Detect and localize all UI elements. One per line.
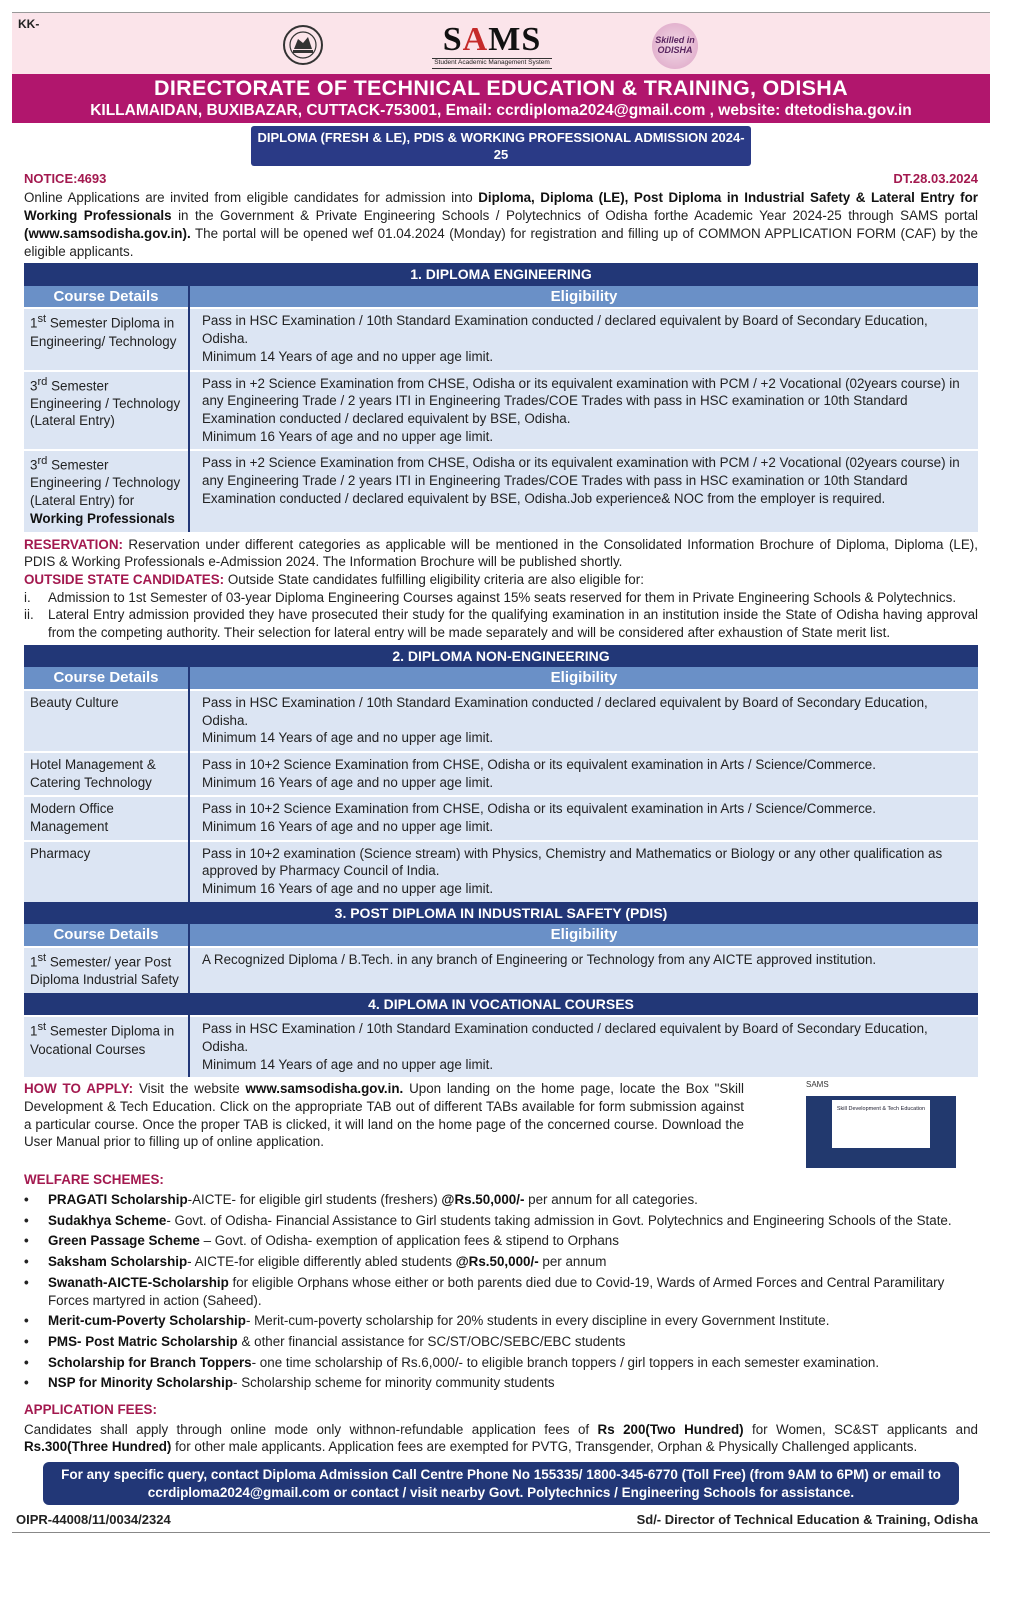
reservation-paragraph: RESERVATION: Reservation under different categories as applicable will be mentioned in the Consolidated Information Brochure of Diploma, Diploma (LE), PDIS & Working Professionals e-Admission 2024. The Information Brochure will be published shortly. — [24, 536, 978, 570]
table-row: 1st Semester/ year Post Diploma Industrial Safety A Recognized Diploma / B.Tech. in any branch of Engineering or Technology from any AICTE approved institution. — [24, 947, 978, 993]
notice-date: DT.28.03.2024 — [893, 171, 978, 187]
thumbnail-logo: SAMS — [806, 1080, 829, 1090]
list-item: • NSP for Minority Scholarship- Scholarship scheme for minority community students — [24, 1375, 555, 1391]
signature-line: Sd/- Director of Technical Education & Training, Odisha — [636, 1512, 978, 1528]
table-row: 1st Semester Diploma in Vocational Courses Pass in HSC Examination / 10th Standard Examination conducted / declared equivalent by Board of Secondary Education, Odisha. Minimum 14 Years of age and no upper age limit. — [24, 1016, 978, 1077]
eligibility-header: Eligibility — [189, 286, 978, 309]
eligibility-header: Eligibility — [189, 924, 978, 947]
how-to-apply-text: HOW TO APPLY: Visit the website www.samsodisha.gov.in. Upon landing on the home page, locate the Box "Skill Development & Tech Education. Click on the appropriate TAB out of different TABs available for form submission against a particular course. Once the proper TAB is clicked, it will land on the home page of the concerned course. Download the User Manual prior to filling up of online application. — [24, 1081, 744, 1150]
course-details-header: Course Details — [24, 667, 189, 690]
title-bar — [12, 74, 990, 123]
list-item: • Saksham Scholarship- AICTE-for eligible differently abled students @Rs.50,000/- per annum — [24, 1254, 607, 1270]
divider — [12, 1532, 990, 1533]
directorate-title: DIRECTORATE OF TECHNICAL EDUCATION & TRAINING, ODISHA — [154, 76, 848, 100]
sams-logo: SAMS Student Academic Management System — [432, 23, 552, 69]
table-row: 3rd Semester Engineering / Technology (Lateral Entry) for Working Professionals Pass in +2 Science Examination from CHSE, Odisha or its equivalent examination with PCM / +2 Vocational (02years course) in any Engineering Trade / 2 years ITI in Engineering Trades/COE Trades with pass in HSC examination or 10th Standard Examination conducted / declared equivalent by BSE, Odisha.Job experience& NOC from the employer is required. — [24, 450, 978, 531]
section-title: 1. DIPLOMA ENGINEERING — [24, 263, 978, 285]
list-item: ii. Lateral Entry admission provided they have prosecuted their study for the qualifying examination in an institution inside the State of Odisha having approval from the competing authority. Their selection for lateral entry will be made separately and will be considered after exhaustion of State merit list. — [24, 607, 978, 640]
header-band — [12, 12, 990, 74]
admission-banner: DIPLOMA (FRESH & LE), PDIS & WORKING PROFESSIONAL ADMISSION 2024-25 — [251, 126, 751, 166]
list-item: • Green Passage Scheme – Govt. of Odisha- exemption of application fees & stipend to Orphans — [24, 1233, 619, 1249]
list-item: • Swanath-AICTE-Scholarship for eligible Orphans whose either or both parents died due to Covid-19, Wards of Armed Forces and Central Paramilitary Forces martyred in action (Saheed). — [24, 1274, 945, 1308]
odisha-emblem-icon — [282, 23, 324, 67]
course-details-header: Course Details — [24, 924, 189, 947]
notice-page — [12, 12, 990, 1533]
footer — [12, 1505, 990, 1528]
table-row: 1st Semester Diploma in Engineering/ Technology Pass in HSC Examination / 10th Standard Examination conducted / declared equivalent by Board of Secondary Education, Odisha. Minimum 14 Years of age and no upper age limit. — [24, 308, 978, 370]
section-title: 2. DIPLOMA NON-ENGINEERING — [24, 645, 978, 667]
list-item: • PMS- Post Matric Scholarship & other financial assistance for SC/ST/OBC/SEBC/EBC students — [24, 1333, 626, 1349]
diploma-non-engineering-table — [24, 645, 978, 1078]
list-item: • Scholarship for Branch Toppers- one time scholarship of Rs.6,000/- to eligible branch toppers / girl toppers in each semester examination. — [24, 1354, 880, 1370]
welfare-list — [12, 1191, 990, 1392]
sams-portal-thumbnail — [806, 1080, 956, 1168]
fees-heading: APPLICATION FEES: — [24, 1401, 157, 1417]
thumbnail-card: Skill Development & Tech Education — [832, 1100, 930, 1148]
skilled-in-odisha-logo: Skilled in ODISHA — [652, 23, 698, 69]
list-item: • Sudakhya Scheme- Govt. of Odisha- Financial Assistance to Girl students taking admission in Govt. Polytechnics and Engineering Schools of the State. — [24, 1212, 952, 1228]
sams-subtitle: Student Academic Management System — [432, 58, 552, 69]
intro-paragraph: Online Applications are invited from eligible candidates for admission into Diploma, Diploma (LE), Post Diploma in Industrial Safety & Lateral Entry for Working Professionals in the Government & Private Engineering Schools / Polytechnics of Odisha forthe Academic Year 2024-25 through SAMS portal (www.samsodisha.gov.in). The portal will be opened wef 01.04.2024 (Monday) for registration and filling up of COMMON APPLICATION FORM (CAF) by the eligible applicants. — [24, 190, 978, 259]
diploma-engineering-table — [24, 263, 978, 531]
table-row: Pharmacy Pass in 10+2 examination (Science stream) with Physics, Chemistry and Mathematics or Biology or any other qualification as approved by Pharmacy Council of India. Minimum 16 Years of age and no upper age limit. — [24, 841, 978, 902]
list-item: i. Admission to 1st Semester of 03-year Diploma Engineering Courses against 15% seats reserved for them in Private Engineering Schools & Polytechnics. — [24, 589, 957, 605]
fees-paragraph: Candidates shall apply through online mode only withnon-refundable application fees of Rs 200(Two Hundred) for Women, SC&ST applicants and Rs.300(Three Hundred) for other male applicants. Application fees are exempted for PVTG, Transgender, Orphan & Physically Challenged applicants. — [24, 1421, 978, 1455]
outside-state-paragraph: OUTSIDE STATE CANDIDATES: Outside State candidates fulfilling eligibility criteria are also eligible for: — [24, 571, 644, 587]
table-row: 3rd Semester Engineering / Technology (Lateral Entry) Pass in +2 Science Examination from CHSE, Odisha or its equivalent examination with PCM / +2 Vocational (02years course) in any Engineering Trade / 2 years ITI in Engineering Trades/COE Trades with pass in HSC examination or 10th Standard Examination conducted / declared equivalent by BSE, Odisha. Minimum 16 Years of age and no upper age limit. — [24, 371, 978, 451]
table-row: Beauty Culture Pass in HSC Examination / 10th Standard Examination conducted / declared equivalent by Board of Secondary Education, Odisha. Minimum 14 Years of age and no upper age limit. — [24, 690, 978, 752]
list-item: • Merit-cum-Poverty Scholarship- Merit-cum-poverty scholarship for 20% students in every discipline in every Government Institute. — [24, 1313, 830, 1329]
how-to-apply-section — [12, 1077, 990, 1168]
oipr-number: OIPR-44008/11/0034/2324 — [16, 1512, 171, 1528]
section-title: 3. POST DIPLOMA IN INDUSTRIAL SAFETY (PDIS) — [24, 902, 978, 924]
table-row: Modern Office Management Pass in 10+2 Science Examination from CHSE, Odisha or its equivalent examination in Arts / Science/Commerce. Minimum 16 Years of age and no upper age limit. — [24, 796, 978, 840]
table-row: Hotel Management & Catering Technology Pass in 10+2 Science Examination from CHSE, Odisha or its equivalent examination in Arts / Science/Commerce. Minimum 16 Years of age and no upper age limit. — [24, 752, 978, 796]
directorate-address: KILLAMAIDAN, BUXIBAZAR, CUTTACK-753001, Email: ccrdiploma2024@gmail.com , website: dtetodisha.gov.in — [90, 102, 912, 119]
notice-number: NOTICE:4693 — [24, 171, 107, 187]
welfare-heading: WELFARE SCHEMES: — [24, 1172, 164, 1188]
section-title: 4. DIPLOMA IN VOCATIONAL COURSES — [24, 993, 978, 1016]
course-details-header: Course Details — [24, 286, 189, 309]
kk-label: KK- — [18, 17, 40, 31]
query-banner: For any specific query, contact Diploma Admission Call Centre Phone No 155335/ 1800-345-6770 (Toll Free) (from 9AM to 6PM) or email to ccrdiploma2024@gmail.com or contact / visit nearby Govt. Polytechnics / Engineering Schools for assistance. — [43, 1462, 959, 1505]
eligibility-header: Eligibility — [189, 667, 978, 690]
list-item: • PRAGATI Scholarship-AICTE- for eligible girl students (freshers) @Rs.50,000/- per annum for all categories. — [24, 1192, 698, 1208]
notice-line — [12, 166, 990, 187]
